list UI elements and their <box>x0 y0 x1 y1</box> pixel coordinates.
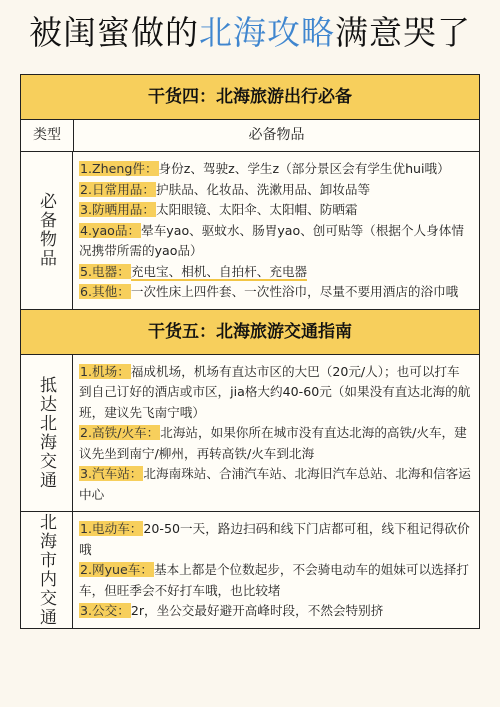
item-text: 太阳眼镜、太阳伞、太阳帽、防晒霜 <box>156 202 358 217</box>
item-text: 福成机场，机场有直达市区的大巴（20元/人）；也可以打车到自己订好的酒店或市区，jia格大约40-60元（如果没有直达北海的航班，建议先飞南宁哦） <box>79 363 471 420</box>
page-title <box>0 6 500 60</box>
item-label: 3.防晒用品： <box>80 202 155 217</box>
item-text: 北海站，如果你所在城市没有直达北海的高铁/火车，建议先坐到南宁/柳州，再转高铁/火车到北海 <box>79 425 467 461</box>
row-label-essentials: 必备物品 <box>36 192 56 269</box>
local-list <box>73 512 479 628</box>
list-item <box>79 221 471 262</box>
row-label-arrival: 抵达北海交通 <box>36 375 56 490</box>
item-label: 1.机场： <box>80 363 130 379</box>
table-header <box>21 120 479 152</box>
guide-table <box>20 74 480 629</box>
item-text: 一次性床上四件套、一次性浴巾，尽量不要用酒店的浴巾哦 <box>130 284 459 299</box>
item-label: 6.其他： <box>80 284 130 299</box>
item-label: 2.网yue车： <box>80 562 153 577</box>
item-text: 20-50一天，路边扫码和线下门店都可租，线下租记得砍价哦 <box>79 521 470 557</box>
row-label-cell <box>21 355 73 512</box>
column-header-type: 类型 <box>21 120 74 151</box>
arrival-list <box>73 355 479 512</box>
table-row-local <box>21 512 479 628</box>
item-label: 2.高铁/火车： <box>80 425 160 440</box>
row-label-cell <box>21 512 73 628</box>
item-label: 4.yao品： <box>80 222 141 238</box>
list-item <box>79 159 471 180</box>
item-label: 1.Zheng件： <box>80 161 158 176</box>
item-label: 5.电器： <box>80 263 130 279</box>
list-item <box>79 423 471 464</box>
row-label-cell <box>21 152 73 309</box>
item-text: 基本上都是个位数起步，不会骑电动车的姐妹可以选择打车，但旺季会不好打车哦，也比较堵 <box>79 562 469 598</box>
list-item <box>79 180 471 201</box>
item-text: 护肤品、化妆品、洗漱用品、卸妆品等 <box>156 181 371 197</box>
title-prefix: 被闺蜜做的 <box>29 13 199 52</box>
section-heading-transport: 干货五：北海旅游交通指南 <box>21 310 479 355</box>
essentials-list <box>73 152 479 309</box>
list-item <box>79 262 471 283</box>
item-text: 晕车yao、驱蚊水、肠胃yao、创可贴等（根据个人身体情况携带所需的yao品） <box>79 222 464 258</box>
list-item <box>79 519 471 560</box>
list-item <box>79 464 471 505</box>
list-item <box>79 200 471 221</box>
title-highlight: 北海攻略 <box>199 13 335 52</box>
table-row-arrival <box>21 355 479 513</box>
row-label-local: 北海市内交通 <box>36 512 56 627</box>
list-item <box>79 362 471 424</box>
table-row-essentials <box>21 152 479 310</box>
column-header-items: 必备物品 <box>248 127 305 143</box>
item-text: 2r，坐公交最好避开高峰时段，不然会特别挤 <box>130 603 384 618</box>
item-label: 3.汽车站： <box>80 466 143 481</box>
item-text: 北海南珠站、合浦汽车站、北海旧汽车总站、北海和信客运中心 <box>79 466 471 502</box>
item-label: 2.日常用品： <box>80 181 155 197</box>
list-item <box>79 282 471 303</box>
item-text: 充电宝、相机、自拍杆、充电器 <box>130 263 308 279</box>
item-label: 3.公交： <box>80 603 130 618</box>
list-item <box>79 601 471 622</box>
title-suffix: 满意哭了 <box>335 13 471 52</box>
list-item <box>79 560 471 601</box>
section-heading-essentials: 干货四：北海旅游出行必备 <box>21 75 479 120</box>
item-text: 身份z、驾驶z、学生z（部分景区会有学生优hui哦） <box>158 161 450 176</box>
item-label: 1.电动车： <box>80 521 143 536</box>
